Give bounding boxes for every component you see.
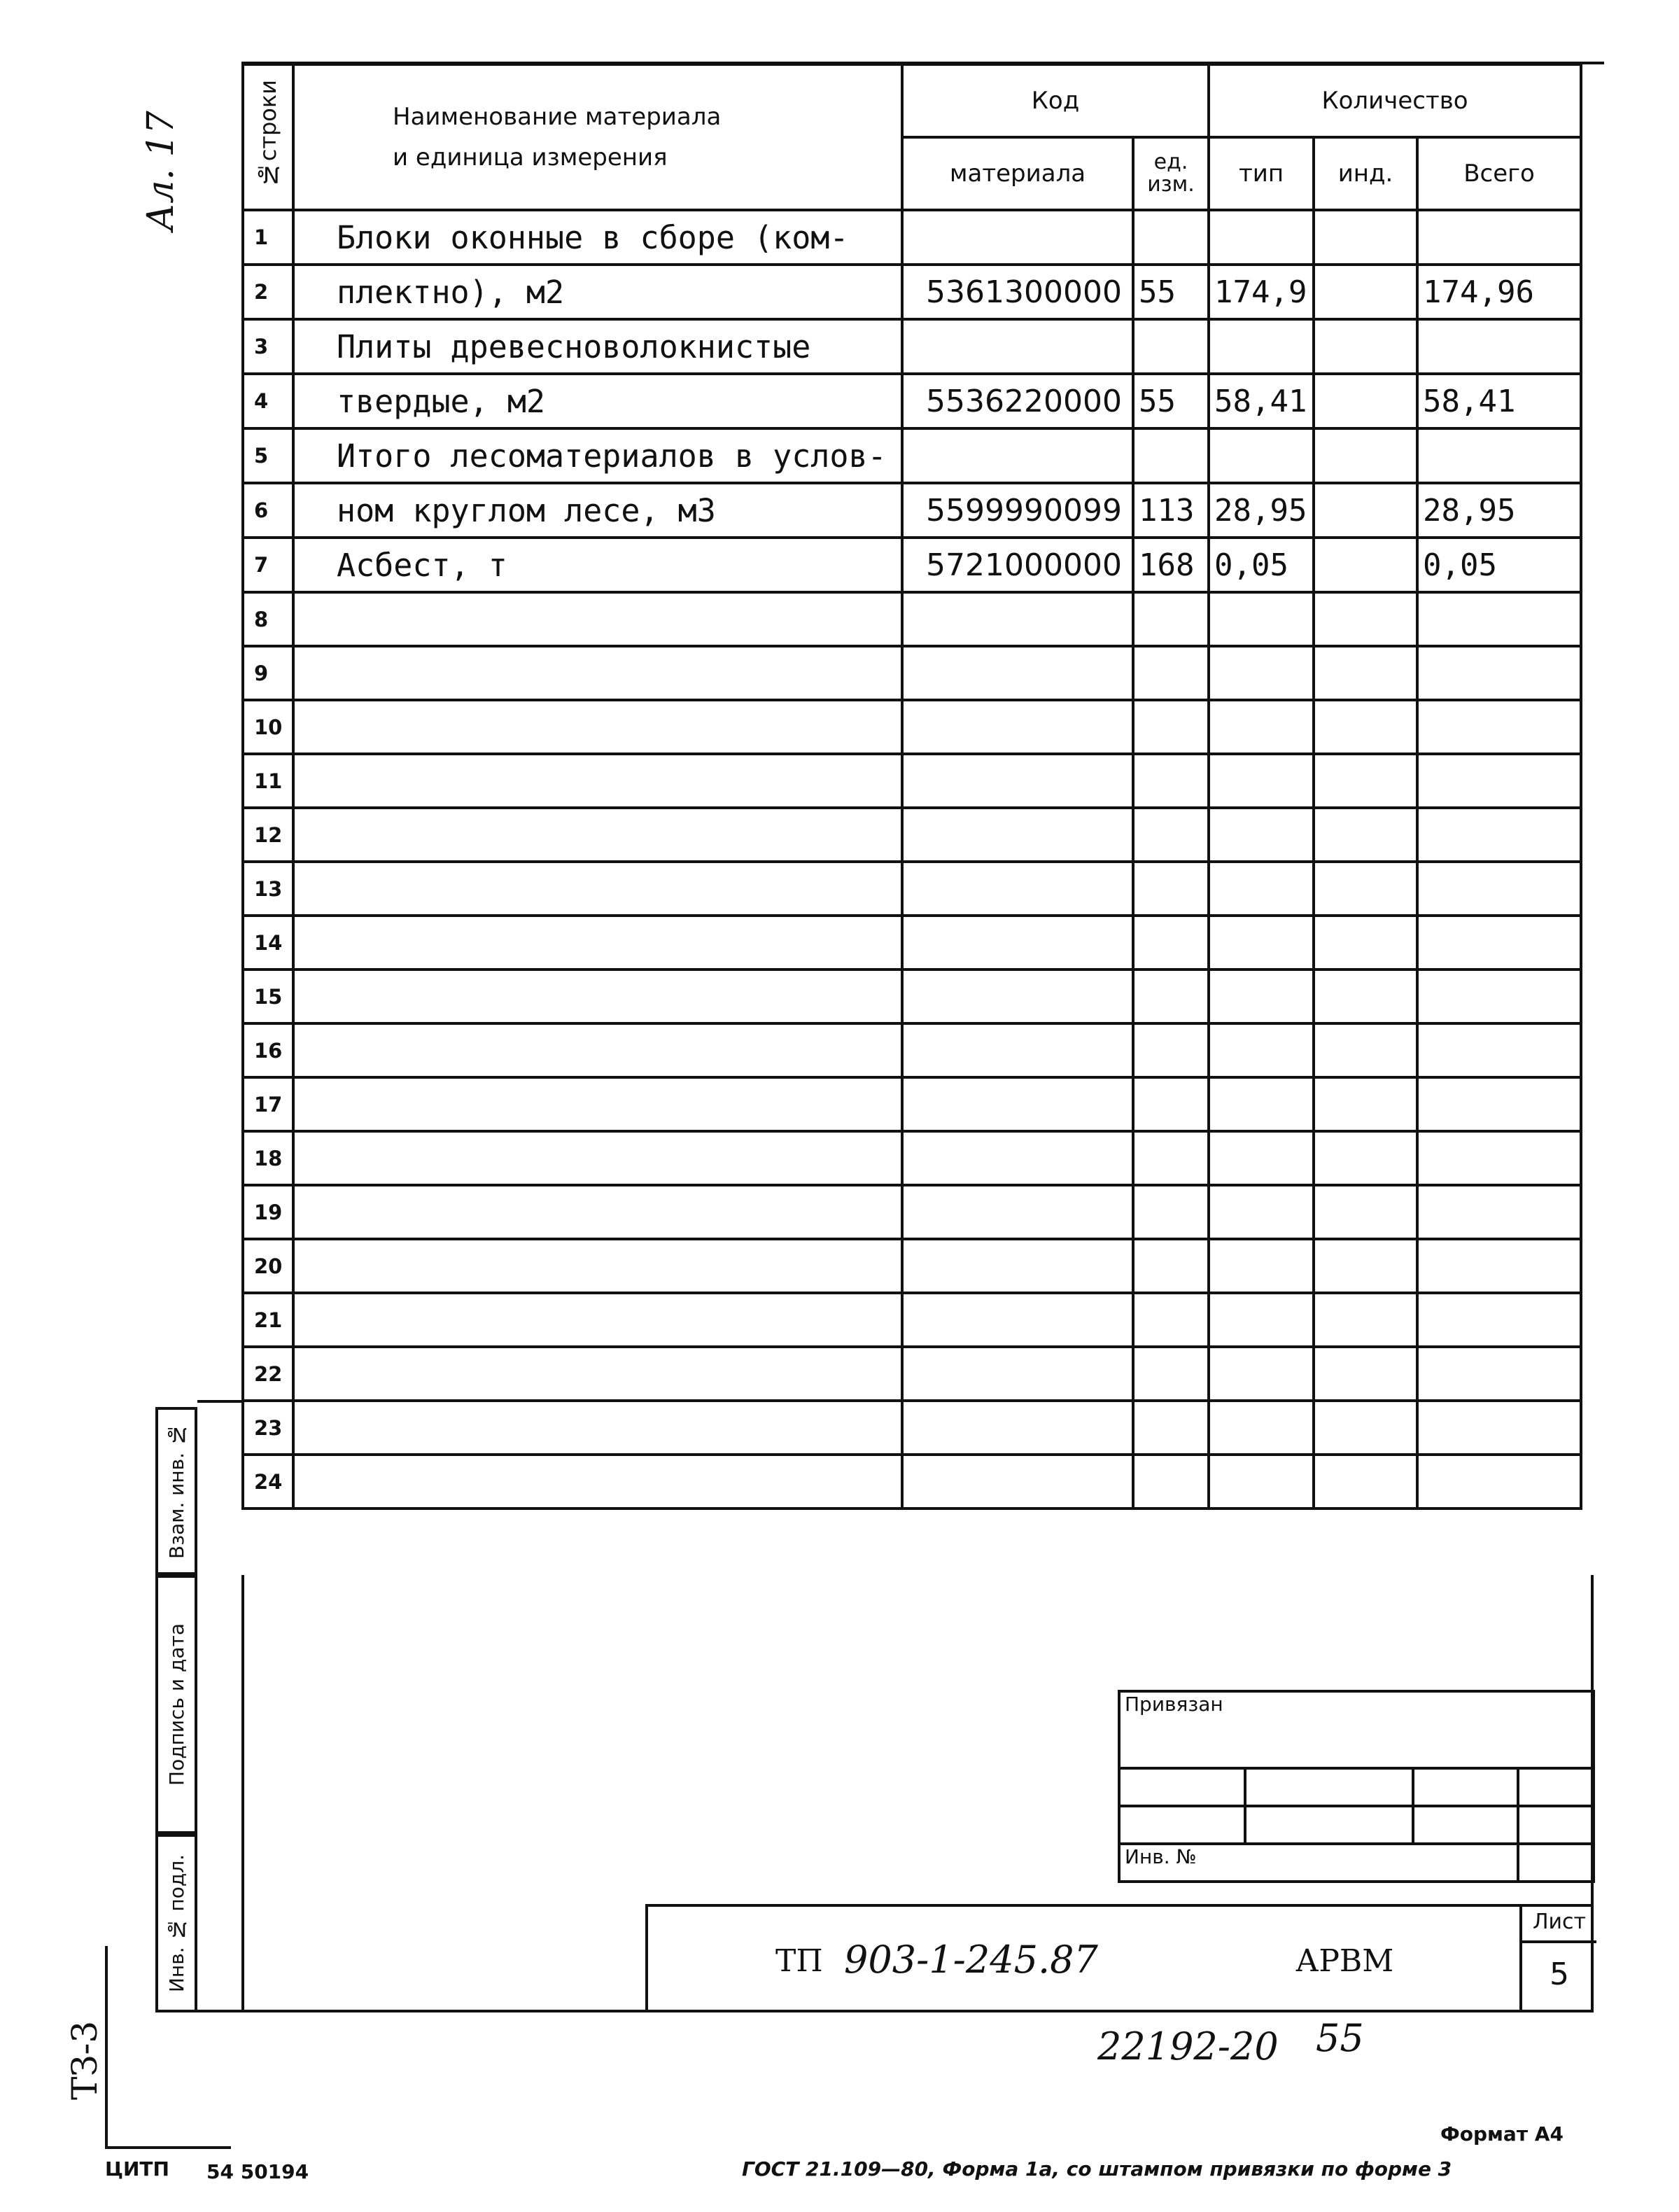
material-name (293, 754, 902, 808)
qty-ind (1314, 1185, 1417, 1239)
frame-left (241, 1575, 244, 2012)
row-number: 20 (243, 1239, 293, 1293)
qty-type: 0,05 (1209, 538, 1314, 592)
row-number: 18 (243, 1131, 293, 1185)
material-code (902, 754, 1133, 808)
binding-cell (1119, 1806, 1245, 1844)
qty-ind (1314, 538, 1417, 592)
table-row (243, 1023, 1581, 1077)
material-code (902, 1401, 1133, 1455)
unit-code (1133, 428, 1209, 483)
material-name (293, 646, 902, 700)
stamp-inv-replace: Взам. инв. № (155, 1407, 197, 1575)
qty-total (1417, 862, 1581, 916)
qty-type: 28,95 (1209, 483, 1314, 538)
qty-total (1417, 1347, 1581, 1401)
table-row (243, 862, 1581, 916)
header-quantity: Количество (1209, 64, 1581, 137)
binding-stamp (1118, 1690, 1592, 1883)
qty-total (1417, 1077, 1581, 1131)
material-code (902, 1023, 1133, 1077)
qty-type (1209, 1455, 1314, 1508)
table-row (243, 592, 1581, 646)
unit-code (1133, 808, 1209, 862)
qty-type (1209, 754, 1314, 808)
qty-ind (1314, 428, 1417, 483)
unit-code: 55 (1133, 374, 1209, 428)
margin-note: Ал. 17 (140, 111, 182, 231)
table-row (243, 1455, 1581, 1508)
material-name (293, 1239, 902, 1293)
binding-cell (1245, 1768, 1413, 1806)
table-row (243, 754, 1581, 808)
header-qty-ind: инд. (1314, 137, 1417, 210)
unit-code: 113 (1133, 483, 1209, 538)
unit-code (1133, 969, 1209, 1023)
material-name (293, 1347, 902, 1401)
qty-ind (1314, 374, 1417, 428)
unit-code (1133, 1185, 1209, 1239)
qty-ind (1314, 1293, 1417, 1347)
row-number: 22 (243, 1347, 293, 1401)
footer-gost: ГОСТ 21.109—80, Форма 1а, со штампом привязки по форме 3 (742, 2157, 1452, 2180)
qty-total (1417, 428, 1581, 483)
qty-type: 174,9 (1209, 265, 1314, 319)
material-name (293, 969, 902, 1023)
row-number: 4 (243, 374, 293, 428)
row-number: 7 (243, 538, 293, 592)
material-code (902, 1455, 1133, 1508)
qty-type (1209, 862, 1314, 916)
qty-total (1417, 1401, 1581, 1455)
qty-total (1417, 210, 1581, 265)
material-name (293, 1401, 902, 1455)
qty-type (1209, 1401, 1314, 1455)
material-name (293, 862, 902, 916)
qty-type (1209, 700, 1314, 754)
header-row-no: №строки (243, 64, 293, 210)
material-code: 5536220000 (902, 374, 1133, 428)
qty-type (1209, 1347, 1314, 1401)
qty-ind (1314, 265, 1417, 319)
table-row (243, 916, 1581, 969)
row-number: 19 (243, 1185, 293, 1239)
unit-code (1133, 1023, 1209, 1077)
material-name: плектно), м2 (293, 265, 902, 319)
header-qty-total: Всего (1417, 137, 1581, 210)
qty-type (1209, 808, 1314, 862)
material-code (902, 1077, 1133, 1131)
sheet-box (1519, 1904, 1596, 2012)
material-name: Итого лесоматериалов в услов- (293, 428, 902, 483)
qty-type (1209, 1077, 1314, 1131)
unit-code (1133, 700, 1209, 754)
side-code: ТЗ-3 (64, 2020, 105, 2100)
title-code: АРВМ (1295, 1943, 1394, 1979)
row-number: 15 (243, 969, 293, 1023)
title-block (645, 1904, 1594, 2012)
unit-code (1133, 319, 1209, 374)
binding-cell (1518, 1768, 1594, 1806)
format-label: Формат А4 (1440, 2122, 1564, 2146)
material-code (902, 1185, 1133, 1239)
unit-code (1133, 1347, 1209, 1401)
qty-ind (1314, 862, 1417, 916)
material-name: твердые, м2 (293, 374, 902, 428)
qty-total (1417, 969, 1581, 1023)
qty-ind (1314, 916, 1417, 969)
qty-total (1417, 1185, 1581, 1239)
row-number: 2 (243, 265, 293, 319)
qty-total (1417, 916, 1581, 969)
unit-code (1133, 646, 1209, 700)
material-name (293, 1131, 902, 1185)
table-row (243, 1347, 1581, 1401)
material-code (902, 916, 1133, 969)
header-name: Наименование материала и единица измерения (293, 64, 902, 210)
header-code-unit: ед. изм. (1133, 137, 1209, 210)
row-number: 23 (243, 1401, 293, 1455)
row-number: 3 (243, 319, 293, 374)
unit-code (1133, 862, 1209, 916)
qty-type (1209, 646, 1314, 700)
qty-ind (1314, 592, 1417, 646)
binding-cell (1245, 1806, 1413, 1844)
row-number: 1 (243, 210, 293, 265)
qty-ind (1314, 1455, 1417, 1508)
table-row (243, 538, 1581, 592)
material-name (293, 1185, 902, 1239)
material-code: 5721000000 (902, 538, 1133, 592)
qty-total: 28,95 (1417, 483, 1581, 538)
binding-cell (1413, 1806, 1518, 1844)
materials-table (241, 63, 1580, 1510)
qty-ind (1314, 969, 1417, 1023)
handwritten-page: 55 (1316, 2016, 1364, 2060)
qty-total (1417, 1131, 1581, 1185)
sheet-no: 5 (1550, 1956, 1569, 1992)
unit-code (1133, 754, 1209, 808)
material-name: Плиты древесноволокнистые (293, 319, 902, 374)
material-name (293, 1293, 902, 1347)
qty-ind (1314, 808, 1417, 862)
material-name (293, 592, 902, 646)
material-code (902, 592, 1133, 646)
row-number: 16 (243, 1023, 293, 1077)
row-number: 9 (243, 646, 293, 700)
header-code-material: материала (902, 137, 1133, 210)
binding-attached: Привязан (1119, 1691, 1594, 1768)
qty-ind (1314, 1023, 1417, 1077)
material-name (293, 1077, 902, 1131)
unit-code (1133, 1455, 1209, 1508)
material-name: Блоки оконные в сборе (ком- (293, 210, 902, 265)
material-name (293, 700, 902, 754)
qty-ind (1314, 1131, 1417, 1185)
qty-total: 0,05 (1417, 538, 1581, 592)
qty-total (1417, 1455, 1581, 1508)
unit-code: 168 (1133, 538, 1209, 592)
qty-total (1417, 319, 1581, 374)
qty-type (1209, 1131, 1314, 1185)
qty-ind (1314, 1239, 1417, 1293)
qty-ind (1314, 319, 1417, 374)
material-name (293, 916, 902, 969)
binding-inv-no: Инв. № (1119, 1844, 1518, 1882)
row-number: 24 (243, 1455, 293, 1508)
table-row (243, 700, 1581, 754)
sheet-label: Лист (1522, 1904, 1596, 1943)
table-row (243, 265, 1581, 319)
material-code (902, 808, 1133, 862)
material-code (902, 1293, 1133, 1347)
material-name (293, 1455, 902, 1508)
row-number: 5 (243, 428, 293, 483)
row-number: 8 (243, 592, 293, 646)
table-row (243, 374, 1581, 428)
qty-type (1209, 1023, 1314, 1077)
qty-type (1209, 210, 1314, 265)
row-number: 12 (243, 808, 293, 862)
qty-ind (1314, 210, 1417, 265)
material-code (902, 862, 1133, 916)
unit-code (1133, 210, 1209, 265)
stamp-left-ext (197, 1400, 244, 1403)
side-code-base (105, 2146, 231, 2149)
qty-ind (1314, 483, 1417, 538)
qty-type (1209, 1239, 1314, 1293)
table-row (243, 646, 1581, 700)
material-code (902, 700, 1133, 754)
qty-ind (1314, 1401, 1417, 1455)
qty-total: 174,96 (1417, 265, 1581, 319)
qty-total (1417, 592, 1581, 646)
qty-type (1209, 319, 1314, 374)
qty-type (1209, 916, 1314, 969)
table-row (243, 1185, 1581, 1239)
material-code (902, 1131, 1133, 1185)
unit-code (1133, 592, 1209, 646)
table-row (243, 1293, 1581, 1347)
unit-code (1133, 1239, 1209, 1293)
table-row (243, 483, 1581, 538)
table-row (243, 210, 1581, 265)
title-number: 903-1-245.87 (844, 1938, 1098, 1982)
footer-left: ЦИТП (105, 2157, 169, 2180)
qty-total (1417, 1023, 1581, 1077)
title-prefix: ТП (775, 1943, 823, 1979)
row-number: 6 (243, 483, 293, 538)
unit-code (1133, 1131, 1209, 1185)
qty-total: 58,41 (1417, 374, 1581, 428)
unit-code (1133, 1293, 1209, 1347)
stamp-inv-orig: Инв. № подл. (155, 1834, 197, 2012)
table-row (243, 319, 1581, 374)
material-code (902, 319, 1133, 374)
table-row (243, 1239, 1581, 1293)
qty-total (1417, 646, 1581, 700)
qty-ind (1314, 646, 1417, 700)
stamp-sign-date: Подпись и дата (155, 1575, 197, 1834)
binding-cell (1518, 1806, 1594, 1844)
table-row (243, 1077, 1581, 1131)
material-code: 5361300000 (902, 265, 1133, 319)
row-number: 14 (243, 916, 293, 969)
qty-total (1417, 700, 1581, 754)
qty-ind (1314, 1077, 1417, 1131)
qty-type (1209, 1185, 1314, 1239)
qty-total (1417, 808, 1581, 862)
row-number: 21 (243, 1293, 293, 1347)
side-code-rule (105, 1946, 108, 2149)
row-number: 13 (243, 862, 293, 916)
unit-code: 55 (1133, 265, 1209, 319)
qty-type (1209, 1293, 1314, 1347)
table-row (243, 1401, 1581, 1455)
material-code (902, 210, 1133, 265)
unit-code (1133, 1077, 1209, 1131)
material-name: ном круглом лесе, м3 (293, 483, 902, 538)
table-row (243, 428, 1581, 483)
row-number: 17 (243, 1077, 293, 1131)
table-row (243, 969, 1581, 1023)
material-code (902, 969, 1133, 1023)
material-name (293, 1023, 902, 1077)
qty-ind (1314, 1347, 1417, 1401)
material-code: 5599990099 (902, 483, 1133, 538)
qty-type (1209, 428, 1314, 483)
qty-total (1417, 1293, 1581, 1347)
binding-cell (1413, 1768, 1518, 1806)
footer-num: 54 50194 (206, 2160, 309, 2183)
header-qty-type: тип (1209, 137, 1314, 210)
unit-code (1133, 916, 1209, 969)
row-number: 11 (243, 754, 293, 808)
qty-ind (1314, 754, 1417, 808)
qty-type (1209, 592, 1314, 646)
handwritten-number: 22192-20 (1097, 2024, 1279, 2068)
table-row (243, 808, 1581, 862)
material-code (902, 1239, 1133, 1293)
table-row (243, 1131, 1581, 1185)
unit-code (1133, 1401, 1209, 1455)
qty-total (1417, 754, 1581, 808)
material-name: Асбест, т (293, 538, 902, 592)
binding-cell (1518, 1844, 1594, 1882)
row-number: 10 (243, 700, 293, 754)
qty-type (1209, 969, 1314, 1023)
material-name (293, 808, 902, 862)
binding-cell (1119, 1768, 1245, 1806)
header-code: Код (902, 64, 1209, 137)
qty-ind (1314, 700, 1417, 754)
qty-total (1417, 1239, 1581, 1293)
material-code (902, 1347, 1133, 1401)
material-code (902, 646, 1133, 700)
material-code (902, 428, 1133, 483)
qty-type: 58,41 (1209, 374, 1314, 428)
